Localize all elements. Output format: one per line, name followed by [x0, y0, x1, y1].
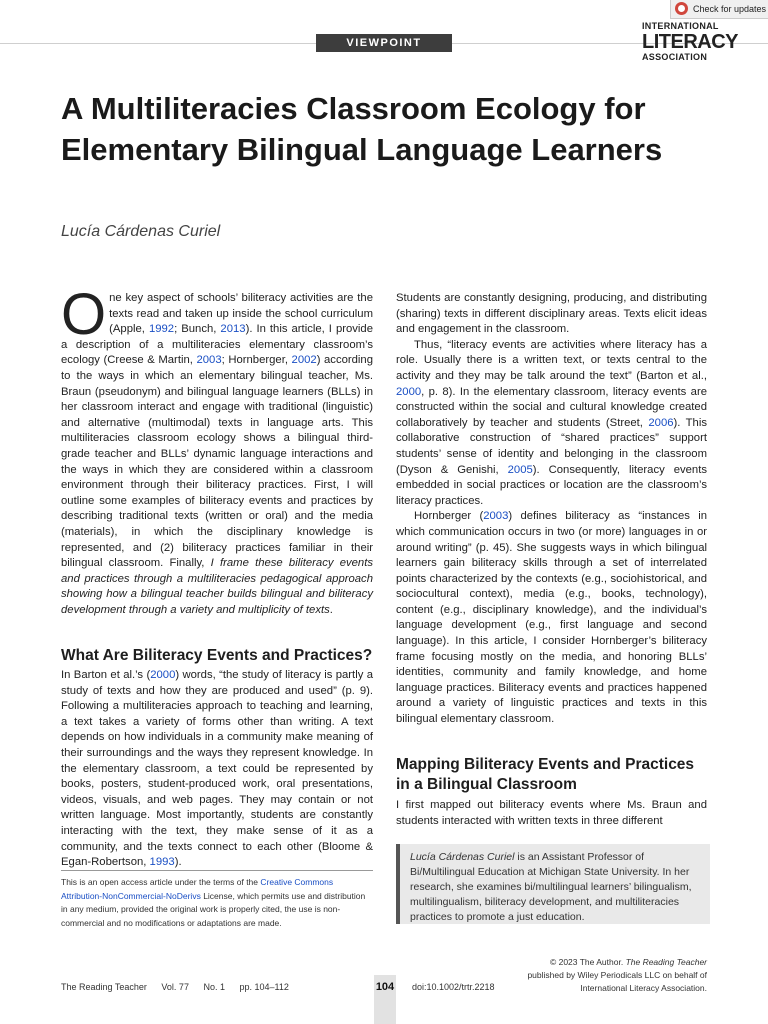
section-heading-2: Mapping Biliteracy Events and Practices in a Bilingual Classroom [396, 756, 695, 793]
citation-link[interactable]: 1992 [148, 323, 175, 336]
citation-link[interactable]: 1993 [149, 856, 175, 869]
footnote-divider [61, 870, 373, 871]
text-run: ). Consequently, literacy events embedded in social practices or location are the classroom’s literacy practices. [396, 463, 707, 507]
text-run: ). [174, 856, 182, 869]
paragraph: Students are constantly designing, producing, and distributing (sharing) texts in different disciplinary areas. Texts elicit ideas and engagement in the classroom. [396, 292, 707, 336]
crossmark-icon [675, 2, 688, 15]
paragraph [396, 509, 707, 727]
text-run: ) according to the ways in which an elementary bilingual teacher, Ms. Braun (pseudonym) and bilingual language learners (BLLs) in her classroom interact and engage with traditional (linguistic) and alternative (multimodal) texts in language arts. This multiliteracies classroom ecology shows a bilingual third-grade teacher and BLLs’ dynamic language interactions and the ways in which they are considered within a classroom environment through their biliteracy practices. First, I will outline some examples of biliteracy events and practices by describing traditional texts (written or oral) and the media (materials), in which the disciplinary knowledge is represented, and (2) biliteracy practices familiar in their bilingual classroom. Finally, [61, 354, 374, 570]
logo-line-2: LITERACY [642, 31, 738, 53]
text-run: ; Hornberger, [221, 354, 292, 367]
text-run: This is an open access article under the terms of the [61, 877, 261, 887]
article-title: A Multiliteracies Classroom Ecology for Elementary Bilingual Language Learners [61, 91, 663, 167]
text-run: . [329, 603, 333, 616]
journal-citation [61, 982, 301, 992]
page-range: pp. 104–112 [239, 982, 289, 992]
text-run: ) defines biliteracy as “instances in which communication occurs in two (or more) languages in or around writing” (p. 45). She suggests ways in which bilingual learners gain biliteracy skills through a set of interrelated points characterized by the contexts (e.g., sociohistorical, and sociocultural context), media (e.g., books, technology), content (e.g., disciplinary knowledge), and the individual’s language development (e.g., first language and second language). In this article, I consider Hornberger’s biliteracy frame focusing mostly on the media, and honoring BLLs’ identities, community and family knowledge, and home language practices. Biliteracy events and practices happened around a variety of linguistic practices and texts in this bilingual elementary classroom. [396, 510, 707, 726]
text-run: published by Wiley Periodicals LLC on behalf of International Literacy Association. [527, 970, 707, 993]
citation-link[interactable]: 2006 [648, 416, 674, 429]
text-run: License, which permits use and distribution in any medium, provided the original work is properly cited, the use is non-commercial and no modifications or adaptations are made. [61, 890, 366, 928]
license-note [61, 876, 373, 930]
text-run: ). In this article, I provide a description of a multiliteracies elementary classroom’s ecology (Creese & Martin, [61, 323, 373, 367]
text-run: ). This collaborative construction of “shared practices” support students’ sense of identity and belonging in the classroom (Dyson & Genishi, [396, 416, 707, 476]
section-badge: VIEWPOINT [316, 34, 452, 52]
intro-paragraph [61, 282, 374, 618]
drop-cap: O [61, 282, 107, 347]
citation-link[interactable]: 2013 [220, 323, 246, 336]
journal-issue: No. 1 [203, 982, 225, 992]
body-column-2-section [396, 798, 707, 829]
copyright-notice [520, 956, 707, 995]
author-bio [400, 844, 710, 925]
logo-line-3: ASSOCIATION [642, 52, 708, 62]
text-run: ) words, “the study of literacy is partly a study of texts and how they are produced and used” (p. 9). Following a multiliteracies approach to teaching and learning, a text takes a variety of forms other than writing. A text depends on how individuals in a community make meaning of their surroundings and the ways they represent knowledge. In the elementary classroom, a text could be represented by books, posters, student-produced work, oral presentations, videos, visuals, and web pages. They may contain or not written language. Most importantly, students are constantly interacting with the text, they make sense of it as a community, and the texts connect to each other (Bloome & Egan-Robertson, [61, 669, 373, 869]
citation-link[interactable]: 2005 [507, 463, 533, 476]
bio-text: is an Assistant Professor of Bi/Multilingual Education at Michigan State University. In her research, she examines bi/multilingual learners’ bilingualism, multilingualism, biliteracy development, and multiliteracies practices to promote a just education. [410, 851, 692, 923]
author-name: Lucía Cárdenas Curiel [61, 223, 221, 240]
publisher-logo [642, 21, 738, 62]
text-run: ne key aspect of schools’ biliteracy activities are the texts read and taken up inside the school curriculum (Apple, [109, 292, 373, 336]
check-for-updates-button[interactable] [670, 0, 768, 19]
text-run: ; Bunch, [174, 323, 221, 336]
doi: doi:10.1002/trtr.2218 [412, 982, 495, 992]
citation-link[interactable]: 2000 [150, 669, 176, 681]
author-bio-box [396, 844, 710, 924]
text-run: © 2023 The Author. [549, 957, 626, 967]
body-column-1 [61, 282, 374, 618]
citation-link[interactable]: 2003 [196, 354, 222, 367]
bio-author-name: Lucía Cárdenas Curiel [410, 851, 515, 863]
citation-link[interactable]: 2000 [396, 385, 422, 398]
body-column-1-section [61, 668, 373, 871]
text-run: Thus, “literacy events are activities where literacy has a role. Usually there is a written text, or texts central to the activity and they may be talk around the text” (Barton et al., [396, 338, 707, 382]
section-heading-1: What Are Biliteracy Events and Practices? [61, 647, 373, 664]
italic-thesis: I frame these biliteracy events and practices through a multiliteracies pedagogical approach showing how a bilingual teacher builds bilingual and biliteracy development through a variety and multiplicity of texts [61, 557, 373, 616]
text-run: In Barton et al.’s ( [61, 669, 151, 681]
citation-link[interactable]: 2003 [483, 510, 509, 523]
citation-link[interactable]: 2002 [291, 354, 317, 367]
page-number: 104 [375, 981, 395, 993]
text-run: Hornberger ( [414, 510, 484, 523]
check-updates-label: Check for updates [693, 4, 767, 14]
copyright-journal: The Reading Teacher [625, 957, 707, 967]
paragraph [61, 668, 373, 871]
journal-volume: Vol. 77 [161, 982, 189, 992]
journal-name: The Reading Teacher [61, 982, 147, 992]
creative-commons-link[interactable]: Creative Commons Attribution-NonCommercial-NoDerivs [61, 877, 334, 901]
paragraph [396, 338, 707, 510]
logo-line-1: INTERNATIONAL [642, 21, 719, 31]
paragraph: I first mapped out biliteracy events where Ms. Braun and students interacted with written texts in three different [396, 799, 707, 827]
text-run: , p. 8). In the elementary classroom, literacy events are constructed within the social and cultural knowledge created collaboratively by teacher and students (Street, [396, 385, 707, 429]
body-column-2 [396, 291, 707, 728]
